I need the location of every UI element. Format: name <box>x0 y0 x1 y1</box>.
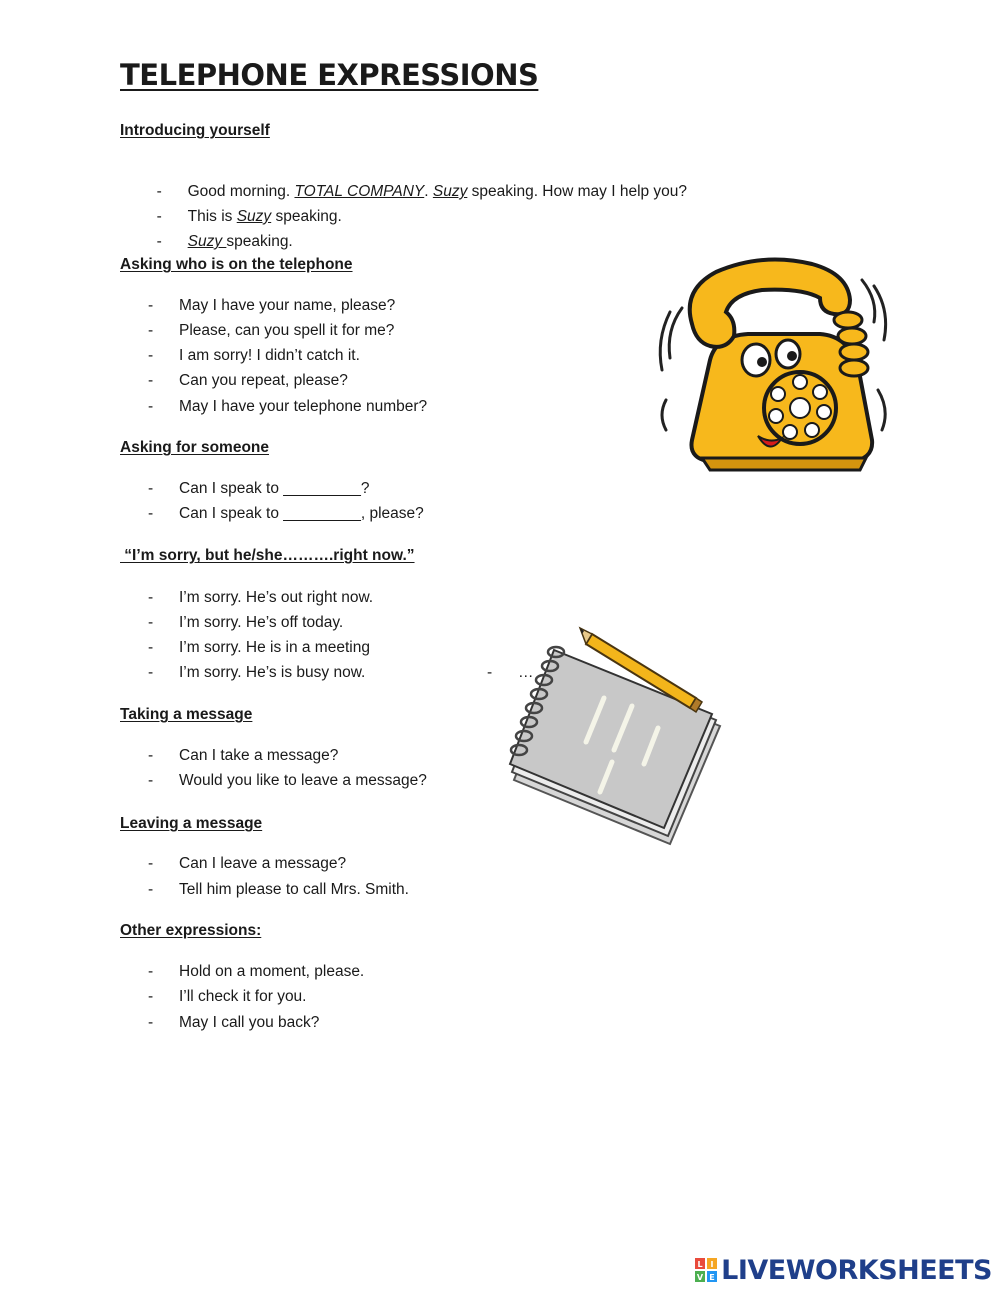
section-heading-introducing: Introducing yourself <box>120 122 270 139</box>
list-item: - Can I leave a message? <box>148 855 347 872</box>
page-title: TELEPHONE EXPRESSIONS <box>120 58 539 92</box>
notepad-pencil-illustration <box>508 622 728 852</box>
liveworksheets-logo <box>695 1253 992 1287</box>
list-item: - This is Suzy speaking. <box>156 208 342 225</box>
svg-text:V: V <box>697 1273 704 1282</box>
list-item: - I’ll check it for you. <box>148 988 307 1005</box>
list-item: - I’m sorry. He is in a meeting <box>148 639 370 656</box>
list-item: - Can I speak to _________? <box>148 480 370 497</box>
list-item: - Hold on a moment, please. <box>148 963 365 980</box>
list-item: - Tell him please to call Mrs. Smith. <box>148 881 409 898</box>
svg-text:I: I <box>710 1260 714 1269</box>
list-item: - Can you repeat, please? <box>148 372 348 389</box>
bullet-dash: - <box>156 233 162 250</box>
section-heading-other-expressions: Other expressions: <box>120 922 262 939</box>
list-item: - Please, can you spell it for me? <box>148 322 395 339</box>
list-item: - I am sorry! I didn’t catch it. <box>148 347 360 364</box>
section-heading-asking-who: Asking who is on the telephone <box>120 256 353 273</box>
svg-text:E: E <box>709 1273 715 1282</box>
list-item: - Good morning. TOTAL COMPANY. Suzy speaking. How may I help you? <box>156 183 688 200</box>
section-heading-im-sorry: “I’m sorry, but he/she……….right now.” <box>120 547 415 564</box>
list-item: - I’m sorry. He’s off today. <box>148 614 344 631</box>
section-heading-leaving-message: Leaving a message <box>120 815 263 832</box>
bullet-dash: - <box>156 183 162 200</box>
list-item: - I’m sorry. He’s out right now. <box>148 589 374 606</box>
ringing-telephone-illustration <box>652 250 892 482</box>
svg-text:L: L <box>697 1260 703 1269</box>
list-item: - May I have your name, please? <box>148 297 396 314</box>
list-item-ellipsis: - … <box>487 664 534 681</box>
list-item: - Suzy speaking. <box>156 233 293 250</box>
list-item: - I’m sorry. He’s is busy now. <box>148 664 366 681</box>
list-item: - Can I speak to _________, please? <box>148 505 424 522</box>
liveworksheets-logo-text: LIVEWORKSHEETS <box>721 1254 992 1286</box>
liveworksheets-logo-icon <box>695 1258 717 1282</box>
list-item: - May I have your telephone number? <box>148 398 428 415</box>
section-heading-taking-message: Taking a message <box>120 706 253 723</box>
section-heading-asking-for-someone: Asking for someone <box>120 439 269 456</box>
bullet-dash: - <box>156 208 162 225</box>
list-item: - Would you like to leave a message? <box>148 772 427 789</box>
list-item: - May I call you back? <box>148 1014 320 1031</box>
list-item: - Can I take a message? <box>148 747 339 764</box>
